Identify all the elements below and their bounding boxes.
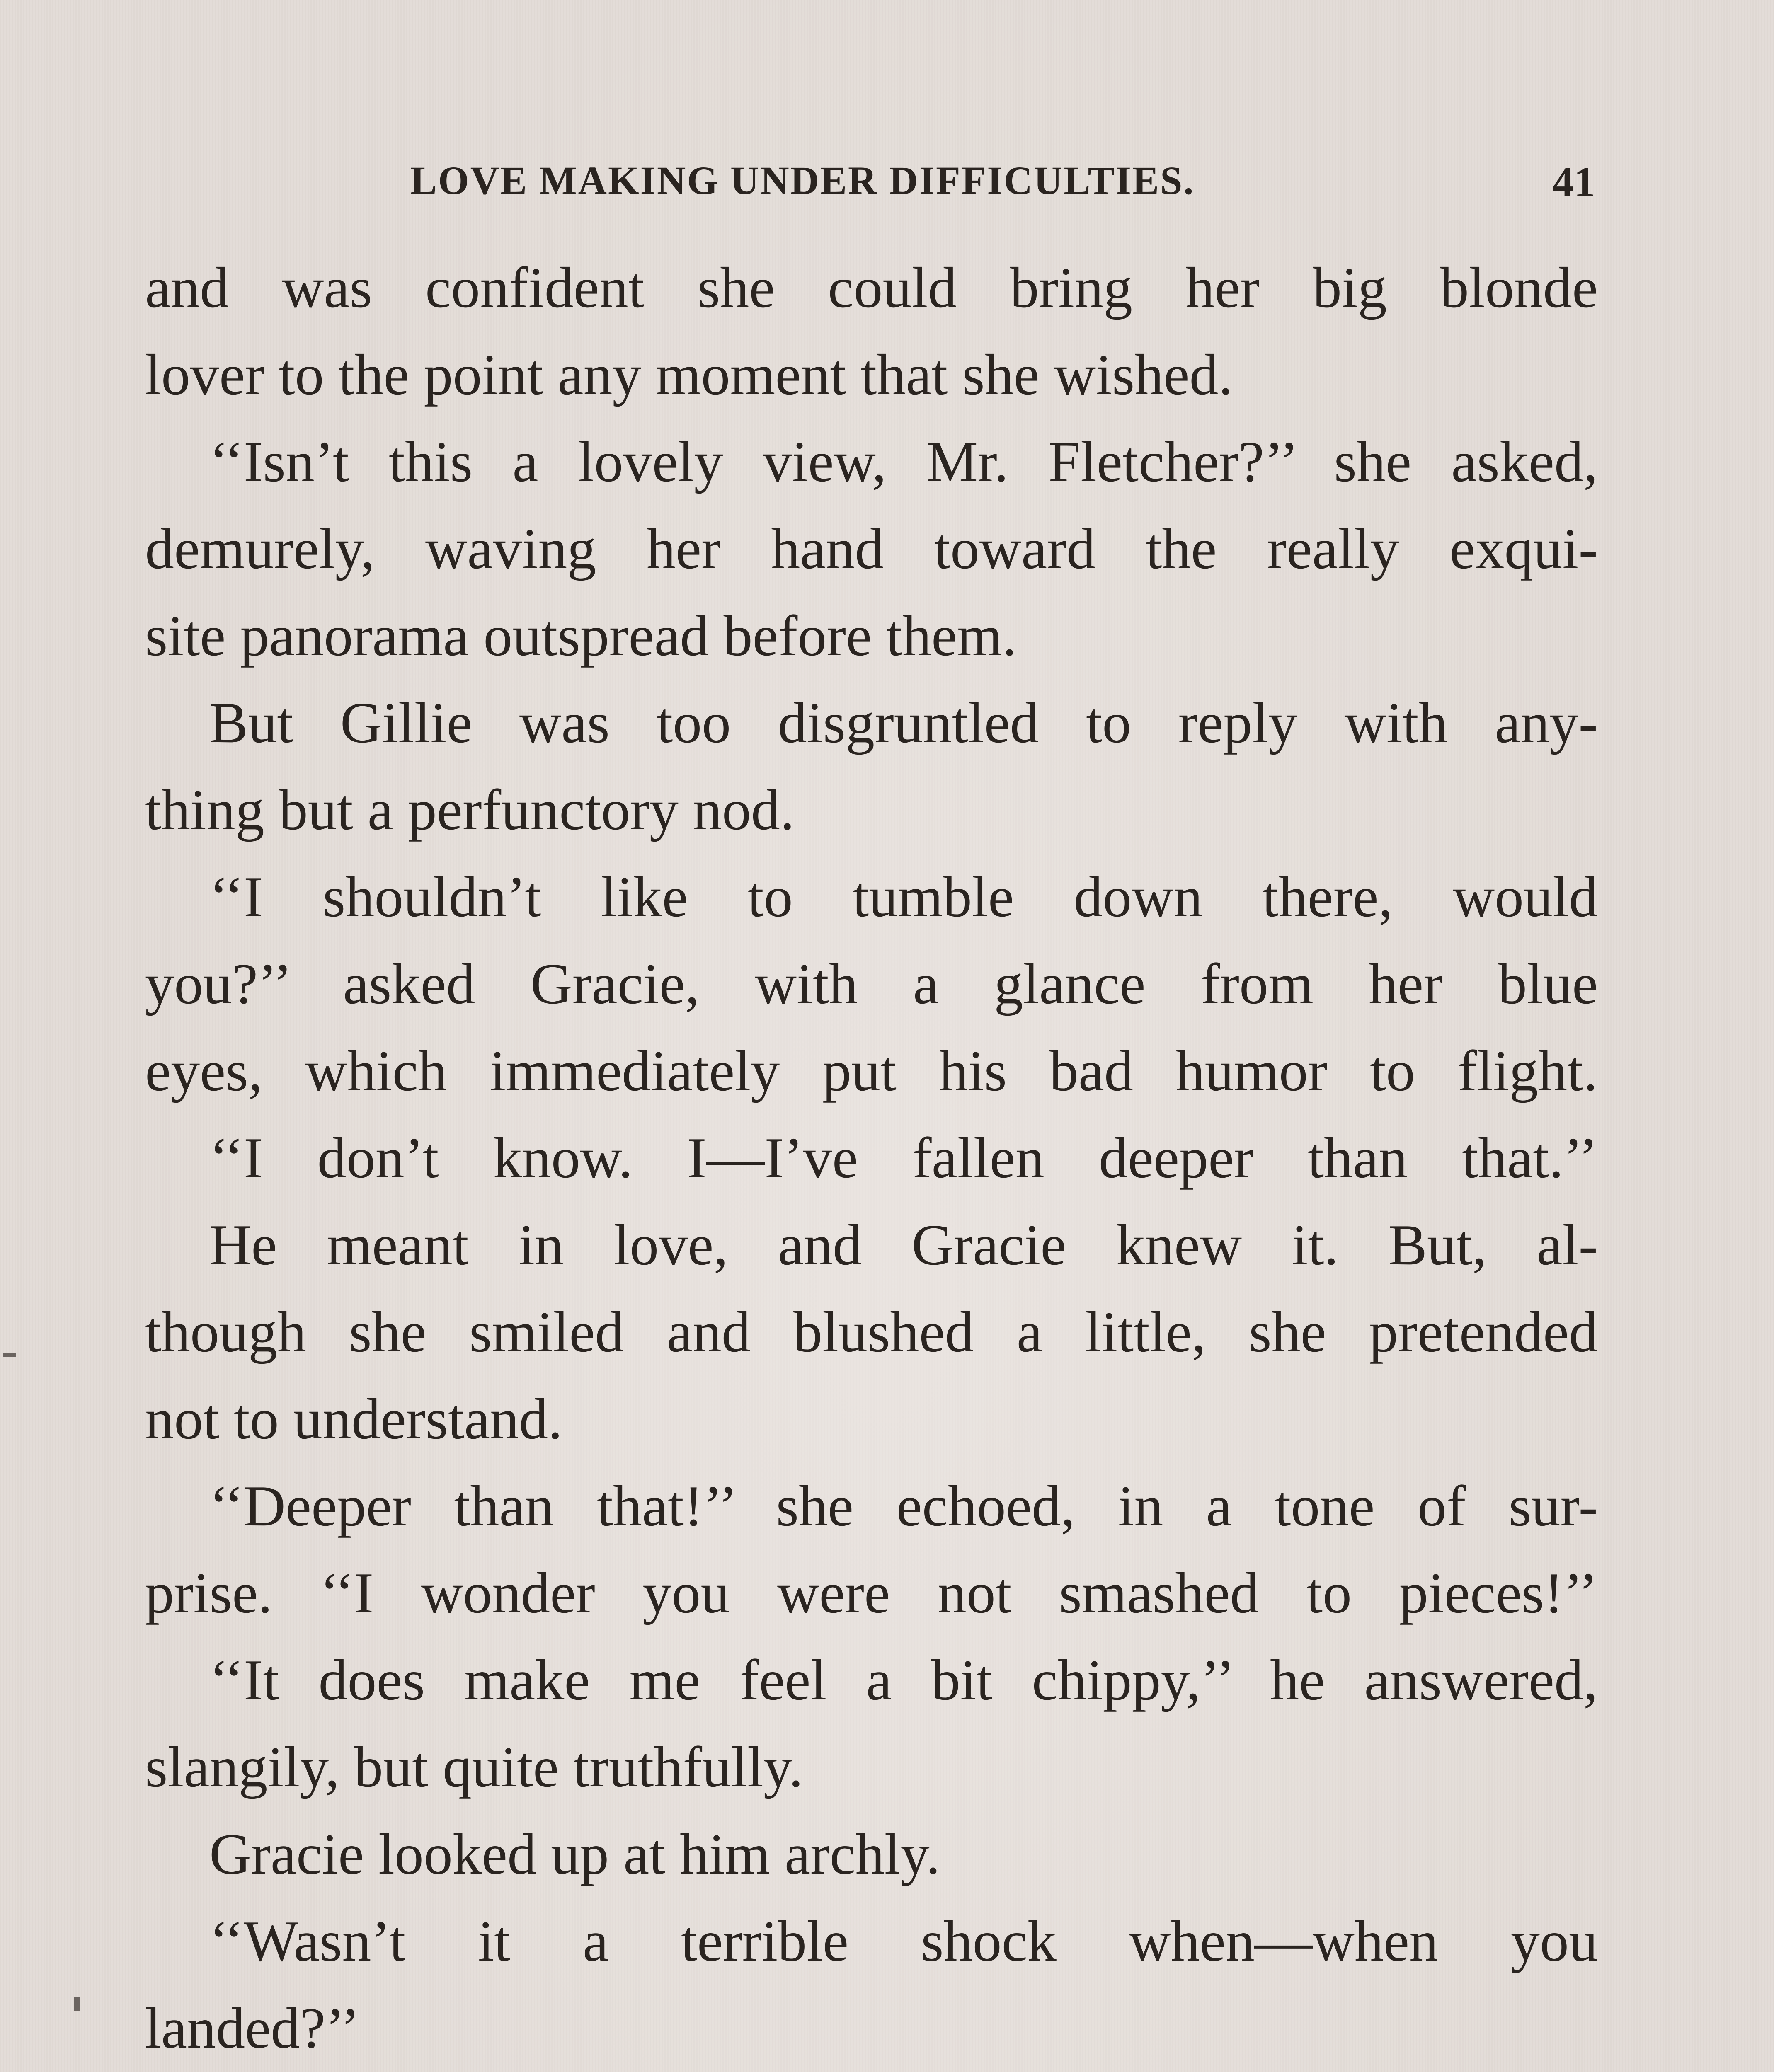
page-number: 41 xyxy=(1552,158,1595,206)
text-line: ‘‘Wasn’t it a terrible shock when—when you xyxy=(209,1909,1598,1973)
text-line: slangily, but quite truthfully. xyxy=(145,1735,803,1799)
text-line: you?’’ asked Gracie, with a glance from her blue xyxy=(145,952,1598,1016)
text-line: ‘‘Isn’t this a lovely view, Mr. Fletcher?’’ she asked, xyxy=(209,430,1598,494)
text-line: landed?’’ xyxy=(145,1996,360,2060)
text-line: ‘‘I shouldn’t like to tumble down there, would xyxy=(209,865,1598,929)
text-line: not to understand. xyxy=(145,1387,563,1451)
text-line: eyes, which immediately put his bad humor to flight. xyxy=(145,1039,1598,1103)
margin-speck xyxy=(3,1353,16,1357)
text-line: though she smiled and blushed a little, she pretended xyxy=(145,1300,1598,1364)
text-line: He meant in love, and Gracie knew it. But, al- xyxy=(209,1213,1598,1277)
text-line: ‘‘I don’t know. I—I’ve fallen deeper than that.’’ xyxy=(209,1126,1598,1190)
text-line: and was confident she could bring her big blonde xyxy=(145,256,1598,320)
text-line: ‘‘It does make me feel a bit chippy,’’ he answered, xyxy=(209,1648,1598,1712)
running-head-title: LOVE MAKING UNDER DIFFICULTIES. xyxy=(410,158,1195,203)
body-text xyxy=(145,244,1598,2072)
text-line: Gracie looked up at him archly. xyxy=(209,1822,940,1886)
text-line: demurely, waving her hand toward the really exqui- xyxy=(145,517,1598,581)
text-line: thing but a perfunctory nod. xyxy=(145,778,795,842)
text-line: prise. ‘‘I wonder you were not smashed to pieces!’’ xyxy=(145,1561,1598,1625)
margin-speck xyxy=(74,1997,80,2011)
text-line: site panorama outspread before them. xyxy=(145,604,1017,668)
text-line: But Gillie was too disgruntled to reply with any- xyxy=(209,691,1598,755)
text-line: lover to the point any moment that she wished. xyxy=(145,343,1233,407)
text-line: ‘‘Deeper than that!’’ she echoed, in a tone of sur- xyxy=(209,1474,1598,1538)
